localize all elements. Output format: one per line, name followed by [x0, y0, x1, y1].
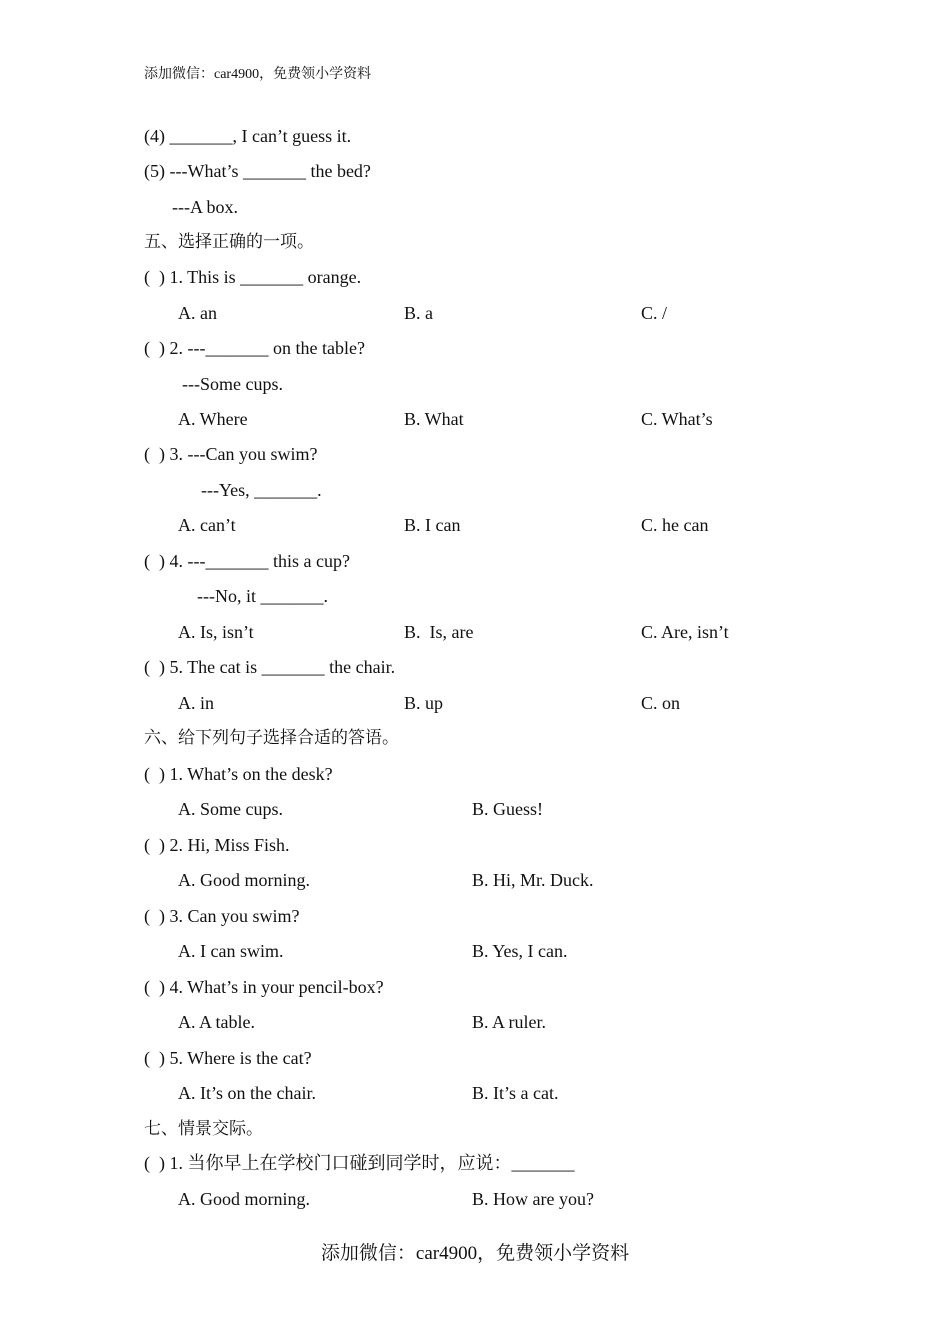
s5-q4-option-b: B. Is, are	[404, 622, 474, 642]
s5-q3-option-c: C. he can	[641, 515, 709, 535]
s6-q2-option-b: B. Hi, Mr. Duck.	[472, 870, 594, 890]
s5-q5-option-c: C. on	[641, 693, 681, 713]
s5-q5-option-b: B. up	[404, 693, 444, 713]
s7-q1-option-a: A. Good morning.	[178, 1189, 310, 1209]
question-4-5-answer: ---A box.	[172, 197, 238, 217]
s5-q2-sub: ---Some cups.	[182, 374, 283, 394]
s6-q1-stem: ( ) 1. What’s on the desk?	[144, 764, 333, 784]
question-4-5: (5) ---What’s _______ the bed?	[144, 161, 371, 181]
s6-q4-option-a: A. A table.	[178, 1012, 255, 1032]
s5-q3-option-b: B. I can	[404, 515, 461, 535]
s5-q5-stem: ( ) 5. The cat is _______ the chair.	[144, 657, 396, 677]
s6-q3-stem: ( ) 3. Can you swim?	[144, 906, 300, 926]
s7-q1-option-b: B. How are you?	[472, 1189, 594, 1209]
s5-q4-option-a: A. Is, isn’t	[178, 622, 254, 642]
s5-q4-sub: ---No, it _______.	[197, 586, 328, 606]
s5-q2-option-c: C. What’s	[641, 409, 713, 429]
s6-q5-option-a: A. It’s on the chair.	[178, 1083, 316, 1103]
s6-q1-option-a: A. Some cups.	[178, 799, 283, 819]
s5-q4-stem: ( ) 4. ---_______ this a cup?	[144, 551, 350, 571]
footer-watermark: 添加微信：car4900，免费领小学资料	[320, 1243, 630, 1264]
s5-q1-stem: ( ) 1. This is _______ orange.	[144, 267, 362, 287]
s6-q1-option-b: B. Guess!	[472, 799, 543, 819]
s6-q2-option-a: A. Good morning.	[178, 870, 310, 890]
header-watermark: 添加微信：car4900，免费领小学资料	[144, 67, 372, 82]
s5-q3-sub: ---Yes, _______.	[201, 480, 322, 500]
s5-q3-stem: ( ) 3. ---Can you swim?	[144, 444, 318, 464]
s5-q1-option-c: C. /	[641, 303, 668, 323]
section-7-title: 七、情景交际。	[144, 1119, 263, 1139]
s6-q5-stem: ( ) 5. Where is the cat?	[144, 1048, 312, 1068]
s5-q2-option-a: A. Where	[178, 409, 248, 429]
s7-q1-stem: ( ) 1. 当你早上在学校门口碰到同学时，应说：_______	[144, 1153, 575, 1173]
section-6-title: 六、给下列句子选择合适的答语。	[144, 728, 399, 748]
s6-q2-stem: ( ) 2. Hi, Miss Fish.	[144, 835, 290, 855]
question-4-4: (4) _______, I can’t guess it.	[144, 126, 352, 146]
s6-q3-option-b: B. Yes, I can.	[472, 941, 568, 961]
s6-q4-stem: ( ) 4. What’s in your pencil-box?	[144, 977, 384, 997]
s6-q3-option-a: A. I can swim.	[178, 941, 284, 961]
s5-q4-option-c: C. Are, isn’t	[641, 622, 729, 642]
s5-q2-option-b: B. What	[404, 409, 464, 429]
s5-q1-option-a: A. an	[178, 303, 217, 323]
s6-q4-option-b: B. A ruler.	[472, 1012, 547, 1032]
s5-q2-stem: ( ) 2. ---_______ on the table?	[144, 338, 365, 358]
s5-q1-option-b: B. a	[404, 303, 433, 323]
s6-q5-option-b: B. It’s a cat.	[472, 1083, 559, 1103]
s5-q5-option-a: A. in	[178, 693, 214, 713]
section-5-title: 五、选择正确的一项。	[144, 232, 314, 252]
s5-q3-option-a: A. can’t	[178, 515, 236, 535]
